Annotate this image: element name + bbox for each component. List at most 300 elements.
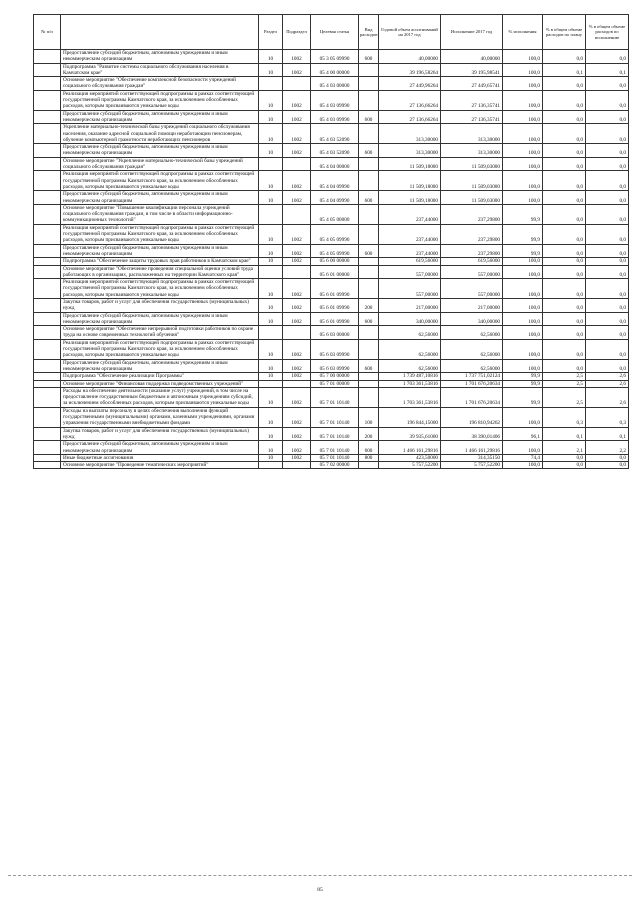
- cell-plan: 1 739 487,10816: [379, 373, 441, 380]
- cell-sp: 0,1: [543, 427, 586, 441]
- cell-pct: 100,0: [503, 265, 543, 279]
- cell-vr: 600: [359, 359, 379, 373]
- cell-sp: 0,0: [543, 204, 586, 224]
- cell-pct: 100,0: [503, 462, 543, 469]
- cell-pct: 100,0: [503, 63, 543, 77]
- cell-podrazdel: [283, 326, 311, 340]
- cell-sf: 0,0: [586, 279, 629, 299]
- cell-plan: 619,56000: [379, 258, 441, 265]
- cell-plan: 40,00000: [379, 50, 441, 64]
- cell-sf: 2,6: [586, 387, 629, 407]
- cell-name: Реализация мероприятий соответствующей подпрограммы в рамках соответствующей государственной программы Камчатского края, за исключением обособленных расходов, которым присваиваются уникальные коды: [61, 339, 259, 359]
- cell-fact: 1 737 751,02124: [441, 373, 503, 380]
- cell-fact: 40,00000: [441, 50, 503, 64]
- header-podrazdel: Подраздел: [283, 15, 311, 50]
- cell-vr: [359, 90, 379, 110]
- cell-podrazdel: 1002: [283, 427, 311, 441]
- table-row: [34, 224, 629, 244]
- table-row: [34, 157, 629, 171]
- cell-podrazdel: 1002: [283, 90, 311, 110]
- cell-razdel: [259, 77, 283, 91]
- cell-sp: 0,0: [543, 312, 586, 326]
- cell-name: Предоставление субсидий бюджетным, автономным учреждениям и иным некоммерческим организациям: [61, 110, 259, 124]
- cell-name: Основное мероприятие "Обеспечение комплексной безопасности учреждений социального обслуживания граждан": [61, 77, 259, 91]
- cell-vr: 100: [359, 407, 379, 427]
- cell-plan: 196 844,15000: [379, 407, 441, 427]
- cell-fact: 11 509,03000: [441, 171, 503, 191]
- table-row: [34, 387, 629, 407]
- cell-cs: 05 4 00 00000: [311, 63, 359, 77]
- cell-name: Предоставление субсидий бюджетным, автономным учреждениям и иным некоммерческим организациям: [61, 441, 259, 455]
- cell-fact: 11 509,03000: [441, 157, 503, 171]
- cell-podrazdel: 1002: [283, 124, 311, 144]
- cell-fact: 313,30000: [441, 124, 503, 144]
- cell-name: Предоставление субсидий бюджетным, автономным учреждениям и иным некоммерческим организациям: [61, 191, 259, 205]
- header-share-plan: % в общем объеме расходов по плану: [543, 15, 586, 50]
- cell-fact: 62,56000: [441, 326, 503, 340]
- cell-num: [34, 454, 61, 461]
- budget-table: [33, 14, 629, 469]
- cell-sp: 0,0: [543, 110, 586, 124]
- table-row: [34, 50, 629, 64]
- cell-cs: 05 4 03 52090: [311, 124, 359, 144]
- table-row: [34, 144, 629, 158]
- cell-num: [34, 326, 61, 340]
- cell-razdel: 10: [259, 90, 283, 110]
- cell-razdel: 10: [259, 298, 283, 312]
- cell-sf: 0,0: [586, 124, 629, 144]
- cell-sp: 0,0: [543, 50, 586, 64]
- cell-num: [34, 387, 61, 407]
- cell-vr: [359, 204, 379, 224]
- cell-razdel: 10: [259, 224, 283, 244]
- table-row: [34, 359, 629, 373]
- table-row: [34, 441, 629, 455]
- cell-sf: 0,0: [586, 204, 629, 224]
- cell-sf: 0,0: [586, 110, 629, 124]
- header-pct: % исполнения: [503, 15, 543, 50]
- cell-pct: 99,9: [503, 224, 543, 244]
- cell-name: Основное мероприятие "Проведение тематических мероприятий": [61, 462, 259, 469]
- cell-vr: 200: [359, 427, 379, 441]
- cell-podrazdel: 1002: [283, 441, 311, 455]
- cell-cs: 05 4 04 09990: [311, 171, 359, 191]
- cell-plan: 237,44000: [379, 244, 441, 258]
- cell-name: Основное мероприятие "Обеспечение проведения специальной оценки условий труда работающих в организациях, расположенных на территории Камчатского края": [61, 265, 259, 279]
- cell-vr: [359, 157, 379, 171]
- cell-name: Предоставление субсидий бюджетным, автономным учреждениям и иным некоммерческим организациям: [61, 144, 259, 158]
- cell-cs: 05 7 01 10140: [311, 441, 359, 455]
- cell-sp: 0,0: [543, 191, 586, 205]
- table-row: [34, 427, 629, 441]
- cell-name: Закупка товаров, работ и услуг для обеспечения государственных (муниципальных) нужд: [61, 427, 259, 441]
- cell-vr: [359, 77, 379, 91]
- cell-razdel: 10: [259, 279, 283, 299]
- cell-fact: 27 449,65741: [441, 77, 503, 91]
- cell-sf: 0,3: [586, 407, 629, 427]
- cell-sf: 0,0: [586, 359, 629, 373]
- cell-num: [34, 124, 61, 144]
- table-row: [34, 258, 629, 265]
- cell-razdel: 10: [259, 50, 283, 64]
- cell-num: [34, 204, 61, 224]
- cell-sf: 0,0: [586, 90, 629, 110]
- cell-podrazdel: 1002: [283, 50, 311, 64]
- cell-cs: 05 7 01 10140: [311, 427, 359, 441]
- cell-cs: 05 6 01 09990: [311, 312, 359, 326]
- cell-podrazdel: 1002: [283, 258, 311, 265]
- cell-plan: 62,56000: [379, 339, 441, 359]
- cell-num: [34, 359, 61, 373]
- cell-plan: 27 136,66264: [379, 90, 441, 110]
- cell-razdel: 10: [259, 359, 283, 373]
- cell-plan: 340,00000: [379, 312, 441, 326]
- cell-plan: 557,00000: [379, 279, 441, 299]
- cell-fact: 1 701 676,20634: [441, 380, 503, 387]
- cell-fact: 237,29800: [441, 224, 503, 244]
- cell-vr: [359, 326, 379, 340]
- table-row: [34, 191, 629, 205]
- cell-fact: 217,00000: [441, 298, 503, 312]
- cell-razdel: 10: [259, 191, 283, 205]
- cell-podrazdel: 1002: [283, 244, 311, 258]
- cell-podrazdel: 1002: [283, 312, 311, 326]
- cell-pct: 99,9: [503, 380, 543, 387]
- cell-sp: 0,0: [543, 339, 586, 359]
- table-row: [34, 244, 629, 258]
- cell-razdel: 10: [259, 124, 283, 144]
- cell-sf: 0,0: [586, 224, 629, 244]
- cell-name: Подпрограмма "Обеспечение реализации Программы": [61, 373, 259, 380]
- cell-razdel: 10: [259, 312, 283, 326]
- table-row: [34, 279, 629, 299]
- cell-vr: [359, 373, 379, 380]
- table-row: [34, 326, 629, 340]
- cell-sp: 0,0: [543, 462, 586, 469]
- cell-name: Основное мероприятие "Укрепление материально-технической базы учреждений социального обслуживания граждан": [61, 157, 259, 171]
- cell-name: Закупка товаров, работ и услуг для обеспечения государственных (муниципальных) нужд: [61, 298, 259, 312]
- cell-pct: 99,9: [503, 373, 543, 380]
- cell-name: Реализация мероприятий соответствующей подпрограммы в рамках соответствующей государственной программы Камчатского края, за исключением обособленных расходов, которым присваиваются уникальные коды: [61, 90, 259, 110]
- cell-podrazdel: 1002: [283, 339, 311, 359]
- cell-num: [34, 265, 61, 279]
- cell-cs: 05 6 01 09990: [311, 279, 359, 299]
- cell-vr: [359, 258, 379, 265]
- cell-sp: 0,0: [543, 359, 586, 373]
- cell-razdel: 10: [259, 387, 283, 407]
- cell-vr: 600: [359, 312, 379, 326]
- table-row: [34, 407, 629, 427]
- cell-pct: 74,4: [503, 454, 543, 461]
- cell-podrazdel: [283, 265, 311, 279]
- table-header-row: [34, 15, 629, 50]
- cell-plan: 423,50000: [379, 454, 441, 461]
- cell-name: Расходы на выплаты персоналу в целях обеспечения выполнения функций государственными (муниципальными) органами, казенными учреждениями, органами управления государственными внебюджетными фондами: [61, 407, 259, 427]
- cell-fact: 62,56000: [441, 359, 503, 373]
- cell-name: Иные бюджетные ассигнования: [61, 454, 259, 461]
- cell-name: Укрепление материально-технической базы учреждений социального обслуживания населения, оказание адресной социальной помощи неработающим пенсионерам, обучение компьютерной грамотности неработающих пенсионеров: [61, 124, 259, 144]
- cell-razdel: 10: [259, 373, 283, 380]
- cell-vr: [359, 462, 379, 469]
- cell-fact: 39 195,98541: [441, 63, 503, 77]
- footer-divider: [8, 875, 632, 876]
- cell-razdel: [259, 380, 283, 387]
- cell-sp: 0,0: [543, 171, 586, 191]
- cell-cs: 05 4 05 09990: [311, 244, 359, 258]
- cell-podrazdel: 1002: [283, 171, 311, 191]
- cell-name: Предоставление субсидий бюджетным, автономным учреждениям и иным некоммерческим организациям: [61, 50, 259, 64]
- cell-vr: 800: [359, 454, 379, 461]
- cell-sf: 0,0: [586, 258, 629, 265]
- cell-fact: 5 757,52200: [441, 462, 503, 469]
- cell-cs: 05 7 01 10140: [311, 454, 359, 461]
- page-number: 85: [317, 887, 323, 893]
- table-row: [34, 462, 629, 469]
- cell-num: [34, 110, 61, 124]
- cell-fact: 62,56000: [441, 339, 503, 359]
- cell-vr: [359, 265, 379, 279]
- cell-cs: 05 7 02 00000: [311, 462, 359, 469]
- cell-plan: 11 509,18000: [379, 171, 441, 191]
- cell-pct: 99,9: [503, 244, 543, 258]
- table-row: [34, 373, 629, 380]
- cell-podrazdel: 1002: [283, 298, 311, 312]
- cell-podrazdel: 1002: [283, 407, 311, 427]
- cell-podrazdel: 1002: [283, 387, 311, 407]
- cell-pct: 100,0: [503, 339, 543, 359]
- cell-plan: 1 703 361,53816: [379, 387, 441, 407]
- cell-plan: 1 703 361,53816: [379, 380, 441, 387]
- cell-fact: 237,29800: [441, 244, 503, 258]
- cell-sp: 0,0: [543, 279, 586, 299]
- table-row: [34, 204, 629, 224]
- cell-razdel: 10: [259, 258, 283, 265]
- cell-pct: 100,0: [503, 171, 543, 191]
- cell-sf: 0,0: [586, 50, 629, 64]
- cell-podrazdel: 1002: [283, 144, 311, 158]
- cell-razdel: [259, 157, 283, 171]
- cell-sp: 2,5: [543, 380, 586, 387]
- header-num: № п/п: [34, 15, 61, 50]
- cell-plan: 313,30000: [379, 124, 441, 144]
- cell-fact: 619,56000: [441, 258, 503, 265]
- cell-razdel: 10: [259, 110, 283, 124]
- cell-sp: 2,5: [543, 387, 586, 407]
- cell-name: Реализация мероприятий соответствующей подпрограммы в рамках соответствующей государственной программы Камчатского края, за исключением обособленных расходов, которым присваиваются уникальные коды: [61, 224, 259, 244]
- cell-num: [34, 144, 61, 158]
- cell-razdel: 10: [259, 407, 283, 427]
- cell-pct: 99,9: [503, 204, 543, 224]
- cell-sf: 0,0: [586, 298, 629, 312]
- cell-name: Предоставление субсидий бюджетным, автономным учреждениям и иным некоммерческим организациям: [61, 359, 259, 373]
- table-row: [34, 63, 629, 77]
- cell-name: Реализация мероприятий соответствующей подпрограммы в рамках соответствующей государственной программы Камчатского края, за исключением обособленных расходов, которым присваиваются уникальные коды: [61, 279, 259, 299]
- cell-fact: 27 136,35741: [441, 90, 503, 110]
- cell-plan: 27 449,96264: [379, 77, 441, 91]
- cell-sf: 2,6: [586, 373, 629, 380]
- cell-vr: [359, 387, 379, 407]
- cell-razdel: 10: [259, 454, 283, 461]
- cell-pct: 100,0: [503, 110, 543, 124]
- cell-fact: 237,29800: [441, 204, 503, 224]
- cell-sf: 0,0: [586, 144, 629, 158]
- cell-pct: 100,0: [503, 144, 543, 158]
- cell-cs: 05 7 01 10140: [311, 387, 359, 407]
- budget-table-sheet: [33, 14, 628, 469]
- cell-vr: [359, 63, 379, 77]
- cell-num: [34, 441, 61, 455]
- cell-num: [34, 373, 61, 380]
- cell-fact: 314,35150: [441, 454, 503, 461]
- cell-sf: 0,1: [586, 427, 629, 441]
- cell-vr: 600: [359, 110, 379, 124]
- cell-sp: 0,0: [543, 298, 586, 312]
- cell-sp: 0,0: [543, 244, 586, 258]
- cell-cs: 05 6 03 09990: [311, 339, 359, 359]
- cell-vr: 600: [359, 441, 379, 455]
- cell-cs: 05 4 03 00000: [311, 77, 359, 91]
- cell-sf: 0,0: [586, 326, 629, 340]
- cell-sp: 0,3: [543, 407, 586, 427]
- cell-podrazdel: [283, 380, 311, 387]
- cell-name: Предоставление субсидий бюджетным, автономным учреждениям и иным некоммерческим организациям: [61, 244, 259, 258]
- cell-podrazdel: [283, 204, 311, 224]
- cell-sp: 2,1: [543, 441, 586, 455]
- cell-vr: 200: [359, 298, 379, 312]
- cell-vr: 600: [359, 144, 379, 158]
- cell-fact: 340,00000: [441, 312, 503, 326]
- cell-cs: 05 6 03 09990: [311, 359, 359, 373]
- cell-num: [34, 462, 61, 469]
- cell-cs: 05 6 01 09990: [311, 298, 359, 312]
- cell-vr: 600: [359, 50, 379, 64]
- cell-sp: 2,5: [543, 373, 586, 380]
- header-name: [61, 15, 259, 50]
- cell-sp: 0,0: [543, 77, 586, 91]
- cell-pct: 100,0: [503, 258, 543, 265]
- cell-num: [34, 77, 61, 91]
- cell-podrazdel: 1002: [283, 359, 311, 373]
- cell-sf: 0,0: [586, 265, 629, 279]
- cell-pct: 100,0: [503, 77, 543, 91]
- cell-cs: 05 4 05 09990: [311, 224, 359, 244]
- cell-num: [34, 224, 61, 244]
- cell-num: [34, 244, 61, 258]
- cell-sf: 0,0: [586, 77, 629, 91]
- cell-podrazdel: 1002: [283, 224, 311, 244]
- cell-plan: 62,56000: [379, 359, 441, 373]
- cell-sf: 2,2: [586, 441, 629, 455]
- table-row: [34, 90, 629, 110]
- cell-vr: [359, 171, 379, 191]
- cell-sf: 0,0: [586, 244, 629, 258]
- cell-num: [34, 171, 61, 191]
- cell-sf: 2,6: [586, 380, 629, 387]
- cell-sp: 0,0: [543, 144, 586, 158]
- cell-name: Подпрограмма "Обеспечение защиты трудовых прав работников в Камчатском крае": [61, 258, 259, 265]
- cell-pct: 100,0: [503, 124, 543, 144]
- cell-podrazdel: 1002: [283, 63, 311, 77]
- cell-podrazdel: 1002: [283, 454, 311, 461]
- cell-cs: 05 4 03 09990: [311, 110, 359, 124]
- header-fact: Исполнение 2017 год: [441, 15, 503, 50]
- cell-pct: 100,0: [503, 191, 543, 205]
- cell-fact: 557,00000: [441, 279, 503, 299]
- cell-podrazdel: 1002: [283, 373, 311, 380]
- cell-razdel: [259, 462, 283, 469]
- cell-plan: 313,30000: [379, 144, 441, 158]
- cell-sp: 0,0: [543, 224, 586, 244]
- cell-pct: 100,0: [503, 279, 543, 299]
- cell-plan: 62,56000: [379, 326, 441, 340]
- cell-plan: 11 509,18000: [379, 157, 441, 171]
- cell-num: [34, 279, 61, 299]
- cell-razdel: [259, 326, 283, 340]
- cell-pct: 100,0: [503, 298, 543, 312]
- cell-cs: 05 4 04 09990: [311, 191, 359, 205]
- cell-cs: 05 4 03 09990: [311, 90, 359, 110]
- cell-vr: [359, 380, 379, 387]
- cell-pct: 100,0: [503, 441, 543, 455]
- table-row: [34, 124, 629, 144]
- cell-podrazdel: 1002: [283, 110, 311, 124]
- cell-plan: 217,00000: [379, 298, 441, 312]
- table-row: [34, 454, 629, 461]
- cell-vr: [359, 224, 379, 244]
- cell-sf: 0,0: [586, 171, 629, 191]
- cell-plan: 39 196,58264: [379, 63, 441, 77]
- cell-fact: 11 509,03000: [441, 191, 503, 205]
- cell-num: [34, 157, 61, 171]
- cell-vr: [359, 124, 379, 144]
- cell-num: [34, 407, 61, 427]
- cell-razdel: 10: [259, 441, 283, 455]
- cell-plan: 27 136,66264: [379, 110, 441, 124]
- cell-fact: 313,30000: [441, 144, 503, 158]
- cell-plan: 39 935,61000: [379, 427, 441, 441]
- cell-fact: 1 466 161,29816: [441, 441, 503, 455]
- cell-name: Подпрограмма "Развитие системы социального обслуживания населения в Камчатском крае": [61, 63, 259, 77]
- cell-name: Основное мероприятие "Финансовая поддержка подведомственных учреждений": [61, 380, 259, 387]
- cell-sf: 0,0: [586, 157, 629, 171]
- cell-pct: 100,0: [503, 326, 543, 340]
- cell-name: Расходы на обеспечение деятельности (оказание услуг) учреждений, в том числе на предоставление государственным бюджетным и автономным учреждениям субсидий, за исключением обособленных расходов, которым присваиваются уникальные коды: [61, 387, 259, 407]
- cell-num: [34, 63, 61, 77]
- table-row: [34, 171, 629, 191]
- cell-num: [34, 427, 61, 441]
- cell-plan: 237,44000: [379, 224, 441, 244]
- cell-sp: 0,0: [543, 124, 586, 144]
- cell-razdel: [259, 265, 283, 279]
- cell-cs: 05 7 01 00000: [311, 380, 359, 387]
- header-celevaya: Целевая статья: [311, 15, 359, 50]
- cell-razdel: 10: [259, 427, 283, 441]
- cell-plan: 5 757,52200: [379, 462, 441, 469]
- cell-num: [34, 312, 61, 326]
- table-body: [34, 50, 629, 469]
- cell-plan: 1 466 161,29816: [379, 441, 441, 455]
- cell-vr: [359, 339, 379, 359]
- cell-pct: 96,1: [503, 427, 543, 441]
- cell-name: Основное мероприятие "Повышение квалификации персонала учреждений социального обслуживания граждан, в том числе в области информационно-коммуникационных технологий": [61, 204, 259, 224]
- cell-pct: 100,0: [503, 407, 543, 427]
- table-row: [34, 312, 629, 326]
- header-vid: Вид расходов: [359, 15, 379, 50]
- cell-num: [34, 90, 61, 110]
- cell-vr: [359, 279, 379, 299]
- table-row: [34, 380, 629, 387]
- cell-num: [34, 191, 61, 205]
